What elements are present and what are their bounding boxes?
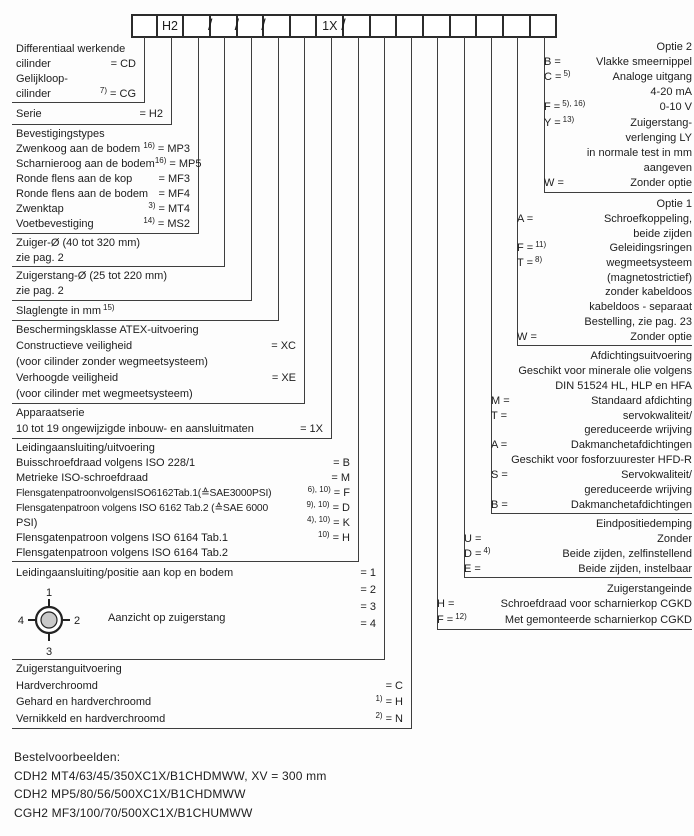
option-code: = 1X xyxy=(300,423,323,435)
option-row xyxy=(544,177,692,189)
option-row xyxy=(544,147,692,159)
option-code: = MF3 xyxy=(158,172,190,185)
footnote-ref: 5), 16) xyxy=(562,99,586,109)
option-row xyxy=(517,286,692,298)
type-code-box xyxy=(238,14,265,38)
footnote-ref: 14) xyxy=(143,216,155,226)
option-label: Gehard en hardverchroomd xyxy=(16,696,152,709)
option-code: F = xyxy=(437,614,454,627)
section-header: Bevestigingstypes xyxy=(16,127,105,140)
footnote-ref: 12) xyxy=(455,612,467,622)
footnote-ref: 10) xyxy=(318,529,330,539)
option-label: gereduceerde wrijving xyxy=(584,483,692,496)
examples-title: Bestelvoorbeelden: xyxy=(14,750,121,764)
option-code: $^{7)}$ = CG xyxy=(99,85,136,100)
option-label: FlensgatenpatroonvolgensISO6162Tab.1(≙SAE3000PSI) xyxy=(16,487,272,499)
type-code-box xyxy=(211,14,238,38)
option-row xyxy=(491,395,692,407)
option-label: Scharnieroog aan de bodem xyxy=(16,157,155,170)
slash-separator-icon: / xyxy=(208,17,213,34)
section-zuigerstang-diameter xyxy=(12,267,251,301)
option-row xyxy=(517,316,692,328)
section-header: Zuigerstanguitvoering xyxy=(16,663,122,676)
option-row xyxy=(544,114,692,129)
option-row xyxy=(16,58,144,70)
section-leidingaansluiting-uitvoering xyxy=(12,439,358,562)
section-optie-2 xyxy=(544,38,692,193)
option-row xyxy=(491,469,692,481)
section-header: Beschermingsklasse ATEX-uitvoering xyxy=(16,324,199,336)
option-row xyxy=(517,228,692,240)
option-row xyxy=(517,257,692,269)
option-label: Flensgatenpatroon volgens ISO 6164 Tab.1 xyxy=(16,531,229,544)
option-code: W = xyxy=(544,177,564,190)
option-label: cilinder xyxy=(16,87,51,100)
option-row xyxy=(16,514,358,529)
option-label: Standaard afdichting xyxy=(591,394,692,407)
section-title: Afdichtingsuitvoering xyxy=(590,350,692,363)
option-label: Leidingaansluiting/positie aan kop en bodem xyxy=(16,566,234,579)
option-label: beide zijden xyxy=(633,227,692,240)
option-code: T = xyxy=(491,409,508,422)
option-label: (magnetostrictief) xyxy=(607,271,692,284)
option-row xyxy=(437,598,692,610)
option-row xyxy=(491,499,692,511)
example-line: CDH2 MP5/80/56/500XC1X/B1CHDMWW xyxy=(14,787,246,801)
option-label: aangeven xyxy=(643,162,692,175)
option-label: Vlakke smeernippel xyxy=(596,55,692,68)
option-label: PSI) xyxy=(16,516,38,529)
option-code: = 3 xyxy=(360,600,376,613)
option-code: = 4 xyxy=(360,617,376,630)
position-label: 4 xyxy=(17,615,24,627)
connector-line xyxy=(251,37,252,301)
option-code: $^{10)}$ = H xyxy=(318,529,350,544)
option-code: $^{2)}$ = N xyxy=(375,710,403,725)
section-title: Optie 1 xyxy=(656,198,692,211)
option-code: E = xyxy=(464,562,481,575)
option-row xyxy=(491,424,692,436)
option-row xyxy=(464,563,692,575)
option-label: 10 tot 19 ongewijzigde inbouw- en aansluitmaten xyxy=(16,423,254,435)
option-row xyxy=(491,365,692,377)
option-code: = CD xyxy=(110,57,136,70)
option-row xyxy=(491,439,692,451)
option-label: Zwenktap xyxy=(16,203,64,216)
position-label: 2 xyxy=(74,615,81,627)
type-code-box: H2 xyxy=(158,14,185,38)
option-code: S = xyxy=(491,468,508,481)
option-row xyxy=(16,356,304,368)
section-apparaatserie xyxy=(12,404,331,439)
type-code-box xyxy=(184,14,211,38)
option-code: $^{16)}$ = MP5 xyxy=(154,155,202,170)
option-code: W = xyxy=(517,330,537,343)
option-label: Gelijkloop- xyxy=(16,72,68,85)
option-label: Vernikkeld en hardverchroomd xyxy=(16,712,166,725)
option-row xyxy=(16,529,358,544)
slash-separator-icon: / xyxy=(341,17,346,34)
option-code: $^{1)}$ = H xyxy=(375,694,403,709)
type-code-box xyxy=(131,14,158,38)
option-label: verlenging LY xyxy=(625,131,692,144)
section-cilinder-type xyxy=(12,40,144,103)
option-row xyxy=(544,132,692,144)
connector-line xyxy=(464,37,465,578)
option-label: Voetbevestiging xyxy=(16,218,94,231)
option-code: = XC xyxy=(271,340,296,352)
connector-line xyxy=(384,37,385,660)
option-label: Zonder optie xyxy=(630,177,692,190)
option-row xyxy=(16,203,198,215)
connector-line xyxy=(331,37,332,439)
connector-line xyxy=(304,37,305,404)
footnote-ref: 15) xyxy=(103,302,115,312)
example-line: CDH2 MT4/63/45/350XC1X/B1CHDMWW, XV = 300 mm xyxy=(14,768,327,783)
option-row xyxy=(16,680,411,692)
option-row xyxy=(16,423,331,435)
option-label: zie pag. 2 xyxy=(16,285,64,298)
section-eindpositiedemping xyxy=(464,516,692,578)
option-row xyxy=(517,301,692,313)
option-label: Dakmanchetafdichtingen xyxy=(570,498,692,511)
option-label: zonder kabeldoos xyxy=(605,286,692,299)
option-code: = M xyxy=(331,471,350,484)
option-row xyxy=(544,86,692,98)
option-row xyxy=(16,85,144,100)
option-row xyxy=(16,155,202,170)
section-header: Apparaatserie xyxy=(16,407,85,419)
option-label: Hardverchroomd xyxy=(16,679,98,692)
option-code: $^{6), 10)}$ = F xyxy=(307,484,350,499)
option-row xyxy=(16,484,358,499)
option-label: Bestelling, zie pag. 23 xyxy=(584,315,692,328)
option-code: C = xyxy=(544,70,562,83)
section-serie xyxy=(12,103,171,125)
footnote-ref: 2) xyxy=(375,710,383,720)
connector-line xyxy=(437,37,438,630)
option-label: gereduceerde wrijving xyxy=(584,424,692,437)
option-row xyxy=(16,696,411,708)
option-code: = 2 xyxy=(360,583,376,596)
option-label: Serie xyxy=(16,107,42,120)
option-code: = 1 xyxy=(360,566,376,579)
section-title: Zuigerstangeinde xyxy=(606,582,692,595)
type-code-box xyxy=(371,14,398,38)
option-label: Schroefkoppeling, xyxy=(603,213,692,226)
connector-line xyxy=(224,37,225,267)
option-label: Metrieke ISO-schroefdraad xyxy=(16,471,149,484)
option-label: wegmeetsysteem xyxy=(606,257,692,270)
type-code-box xyxy=(531,14,558,38)
footnote-ref: 5) xyxy=(563,68,571,78)
section-header: Leidingaansluiting/uitvoering xyxy=(16,441,155,454)
option-label: Schroefdraad voor scharnierkop CGKD xyxy=(500,598,692,611)
position-label: 3 xyxy=(45,646,53,658)
option-label: DIN 51524 HL, HLP en HFA xyxy=(555,380,692,393)
section-optie-1 xyxy=(517,196,692,346)
footnote-ref: 4) xyxy=(483,545,491,555)
option-row xyxy=(16,285,251,297)
footnote-ref: 16) xyxy=(143,140,155,150)
type-code-box xyxy=(504,14,531,38)
option-row xyxy=(16,472,358,484)
slash-separator-icon: / xyxy=(261,17,266,34)
section-zuigerstanguitvoering xyxy=(12,660,411,729)
option-row xyxy=(544,162,692,174)
option-label: cilinder xyxy=(16,57,51,70)
option-row xyxy=(16,499,358,514)
option-code: A = xyxy=(491,439,508,452)
option-label: (voor cilinder zonder wegmeetsysteem) xyxy=(16,356,208,368)
option-code: U = xyxy=(464,533,482,546)
option-label: Slaglengte in mm xyxy=(16,304,101,317)
option-code: T = xyxy=(517,257,534,270)
type-code-box xyxy=(477,14,504,38)
option-row xyxy=(517,213,692,225)
option-row xyxy=(491,380,692,392)
connector-line xyxy=(411,37,412,729)
option-row xyxy=(544,101,692,113)
option-row xyxy=(16,302,278,317)
diagram-caption: Aanzicht op zuigerstang xyxy=(108,612,226,624)
option-code: F = xyxy=(544,101,561,114)
option-row xyxy=(16,218,198,230)
option-row xyxy=(544,68,692,83)
option-code: = B xyxy=(333,456,350,469)
option-code: = MF4 xyxy=(158,188,190,201)
type-code-box xyxy=(264,14,291,38)
section-afdichtingsuitvoering xyxy=(491,348,692,514)
option-row xyxy=(16,108,171,120)
connector-line xyxy=(358,37,359,562)
section-title: Optie 2 xyxy=(656,40,692,53)
example-line: CGH2 MF3/100/70/500XC1X/B1CHUMWW xyxy=(14,805,253,820)
option-code: B = xyxy=(544,55,561,68)
option-label: Servokwaliteit/ xyxy=(621,468,692,481)
option-row xyxy=(16,710,411,725)
option-row xyxy=(16,372,304,384)
option-code: B = xyxy=(491,498,508,511)
option-label: Verhoogde veiligheid xyxy=(16,372,119,384)
option-row xyxy=(517,331,692,343)
type-code-box xyxy=(397,14,424,38)
option-code: $^{16)}$ = MP3 xyxy=(143,140,190,155)
type-code-box xyxy=(291,14,318,38)
option-label: Beide zijden, instelbaar xyxy=(578,562,692,575)
option-label: Zonder optie xyxy=(630,330,692,343)
option-label: Constructieve veiligheid xyxy=(16,340,133,352)
option-label: Zwenkoog aan de bodem xyxy=(16,142,141,155)
type-code-box xyxy=(344,14,371,38)
section-bevestigingstypes xyxy=(12,125,202,234)
option-label: Differentiaal werkende xyxy=(16,42,126,55)
order-examples xyxy=(14,748,327,822)
option-code: = H2 xyxy=(139,107,163,120)
option-label: Geschikt voor fosforzuurester HFD-R xyxy=(511,454,692,467)
option-code: $^{4), 10)}$ = K xyxy=(307,514,350,529)
option-label: Ronde flens aan de kop xyxy=(16,172,133,185)
option-code: $^{14)}$ = MS2 xyxy=(143,216,190,231)
option-row xyxy=(464,533,692,545)
option-row xyxy=(16,252,224,264)
option-row xyxy=(16,140,198,155)
section-header: Zuigerstang-Ø (25 tot 220 mm) xyxy=(16,269,168,282)
option-row xyxy=(16,188,198,200)
option-code: = C xyxy=(385,679,403,692)
option-label: Beide zijden, zelfinstellend xyxy=(562,547,692,560)
connector-line xyxy=(198,37,199,234)
option-label: in normale test in mm xyxy=(586,146,692,159)
option-row xyxy=(437,614,692,626)
connector-line xyxy=(278,37,279,321)
option-row xyxy=(16,388,304,400)
option-code: Y = xyxy=(544,116,561,129)
option-label: (voor cilinder met wegmeetsysteem) xyxy=(16,388,193,400)
option-row xyxy=(491,484,692,496)
option-label: kabeldoos - separaat xyxy=(589,301,692,314)
footnote-ref: 7) xyxy=(99,85,108,95)
section-atex xyxy=(12,321,304,404)
option-code: $^{9), 10)}$ = D xyxy=(306,499,350,514)
option-row xyxy=(544,56,692,68)
option-label: Ronde flens aan de bodem xyxy=(16,188,149,201)
option-code: $^{3)}$ = MT4 xyxy=(148,201,190,216)
option-code: D = xyxy=(464,547,482,560)
option-label: Flensgatenpatroon volgens ISO 6162 Tab.2 (≙SAE 6000 xyxy=(16,502,269,514)
option-row xyxy=(16,173,198,185)
slash-separator-icon: / xyxy=(234,17,240,34)
footnote-ref: 16) xyxy=(154,155,167,165)
footnote-ref: 4), 10) xyxy=(307,514,331,524)
option-label: 4-20 mA xyxy=(650,86,692,99)
option-label: servokwaliteit/ xyxy=(622,409,692,422)
section-zuigerstangeinde xyxy=(437,580,692,630)
option-label: Zuigerstang- xyxy=(630,116,692,129)
connector-line xyxy=(171,37,172,125)
type-code-box xyxy=(451,14,478,38)
section-slaglengte xyxy=(12,301,278,321)
option-label: Zonder xyxy=(657,533,692,546)
option-label: zie pag. 2 xyxy=(16,251,64,264)
footnote-ref: 1) xyxy=(375,694,383,704)
option-row xyxy=(464,545,692,560)
option-row xyxy=(16,43,144,55)
option-label: Analoge uitgang xyxy=(612,70,692,83)
footnote-ref: 8) xyxy=(535,255,543,265)
option-label: 0-10 V xyxy=(659,101,692,114)
position-label: 1 xyxy=(45,587,53,599)
option-label: Geschikt voor minerale olie volgens xyxy=(518,365,692,378)
section-zuiger-diameter xyxy=(12,234,224,267)
option-label: Buisschroefdraad volgens ISO 228/1 xyxy=(16,456,196,469)
option-label: Dakmanchetafdichtingen xyxy=(570,439,692,452)
connector-line xyxy=(144,37,145,103)
option-row xyxy=(16,457,358,469)
option-row xyxy=(491,410,692,422)
option-code: F = xyxy=(517,242,534,255)
type-code-box xyxy=(424,14,451,38)
footnote-ref: 3) xyxy=(148,201,156,211)
option-row xyxy=(16,547,358,559)
option-code: = XE xyxy=(271,372,296,384)
option-row xyxy=(16,567,384,579)
option-label: Geleidingsringen xyxy=(609,242,692,255)
option-label: Met gemonteerde scharnierkop CGKD xyxy=(504,614,692,627)
option-row xyxy=(517,242,692,254)
option-row xyxy=(517,272,692,284)
section-header: Zuiger-Ø (40 tot 320 mm) xyxy=(16,236,141,249)
footnote-ref: 13) xyxy=(562,114,575,124)
option-label: Flensgatenpatroon volgens ISO 6164 Tab.2 xyxy=(16,546,229,559)
option-code: A = xyxy=(517,213,534,226)
option-row xyxy=(16,73,144,85)
footnote-ref: 9), 10) xyxy=(306,499,330,509)
section-leidingaansluiting-positie xyxy=(12,562,384,660)
type-code-box: 1X xyxy=(317,14,344,38)
option-code: M = xyxy=(491,394,510,407)
section-title: Eindpositiedemping xyxy=(595,518,692,531)
footnote-ref: 6), 10) xyxy=(307,484,331,494)
option-row xyxy=(16,340,304,352)
option-row xyxy=(491,454,692,466)
option-code: H = xyxy=(437,598,455,611)
port-position-diagram xyxy=(16,584,98,660)
footnote-ref: 11) xyxy=(535,240,547,250)
